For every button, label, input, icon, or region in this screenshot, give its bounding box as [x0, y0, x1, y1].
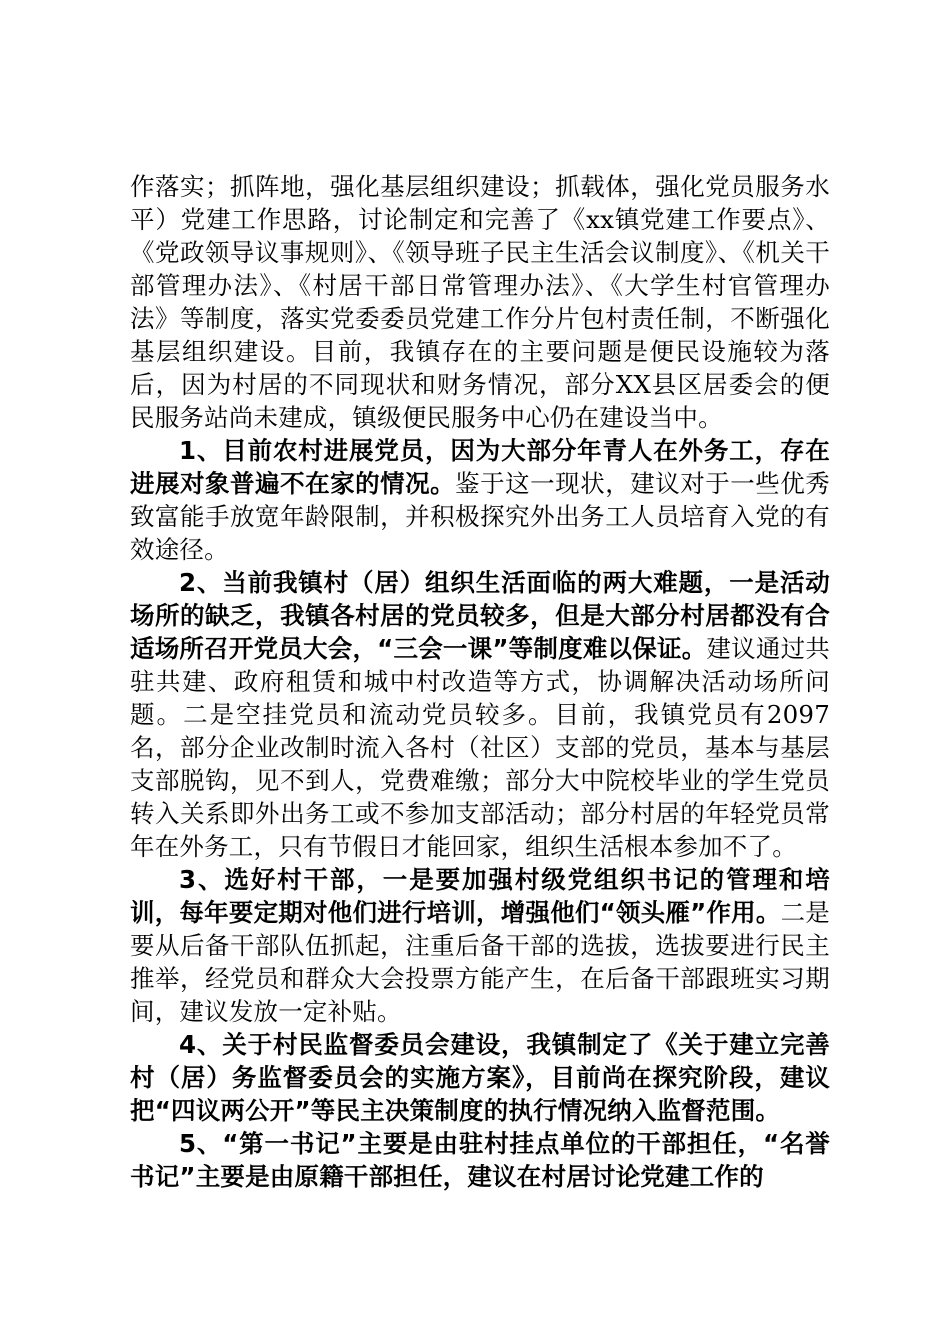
paragraph-lead: 2、当前我镇村（居）组织生活面临的两大难题，一是活动场所的缺乏，我镇各村居的党员较多，但是大部分村居都没有合适场所召开党员大会，“三会一课”等制度难以保证。 [130, 568, 830, 663]
paragraph-text: 鉴于这一现状，建议对于一些优秀致富能手放宽年龄限制，并积极探究外出务工人员培育入党的有效途径。 [130, 469, 830, 564]
paragraph-lead: 4、关于村民监督委员会建设，我镇制定了《关于建立完善村（居）务监督委员会的实施方案》，目前尚在探究阶段，建议把“四议两公开”等民主决策制度的执行情况纳入监督范围。 [130, 1030, 830, 1125]
paragraph-text: 作落实；抓阵地，强化基层组织建设；抓载体，强化党员服务水平）党建工作思路，讨论制定和完善了《xx镇党建工作要点》、《党政领导议事规则》、《领导班子民主生活会议制度》、《机关干部管理办法》、《村居干部日常管理办法》、《大学生村官管理办法》等制度，落实党委委员党建工作分片包村责任制，不断强化基层组织建设。目前，我镇存在的主要问题是便民设施较为落后，因为村居的不同现状和财务情况，部分XX县区居委会的便民服务站尚未建成，镇级便民服务中心仍在建设当中。 [130, 172, 830, 432]
paragraph-continuation [130, 170, 830, 434]
paragraph-lead: 1、目前农村进展党员，因为大部分年青人在外务工，存在进展对象普遍不在家的情况。 [130, 436, 830, 498]
paragraph-lead: 3、选好村干部，一是要加强村级党组织书记的管理和培训，每年要定期对他们进行培训，增强他们“领头雁”作用。 [130, 865, 830, 927]
paragraph-item-3 [130, 863, 830, 1028]
paragraph-item-4 [130, 1028, 830, 1127]
paragraph-item-1 [130, 434, 830, 566]
paragraph-lead: 5、“第一书记”主要是由驻村挂点单位的干部担任，“名誉书记”主要是由原籍干部担任，建议在村居讨论党建工作的 [130, 1129, 830, 1191]
paragraph-item-2 [130, 566, 830, 863]
document-body [130, 170, 830, 1193]
paragraph-text: 建议通过共驻共建、政府租赁和城中村改造等方式，协调解决活动场所问题。二是空挂党员和流动党员较多。目前，我镇党员有2097名，部分企业改制时流入各村（社区）支部的党员，基本与基层支部脱钩，见不到人，党费难缴；部分大中院校毕业的学生党员转入关系即外出务工或不参加支部活动；部分村居的年轻党员常年在外务工，只有节假日才能回家，组织生活根本参加不了。 [130, 634, 830, 861]
paragraph-text: 二是要从后备干部队伍抓起，注重后备干部的选拔，选拔要进行民主推举，经党员和群众大会投票方能产生，在后备干部跟班实习期间，建议发放一定补贴。 [130, 898, 830, 1026]
paragraph-item-5 [130, 1127, 830, 1193]
